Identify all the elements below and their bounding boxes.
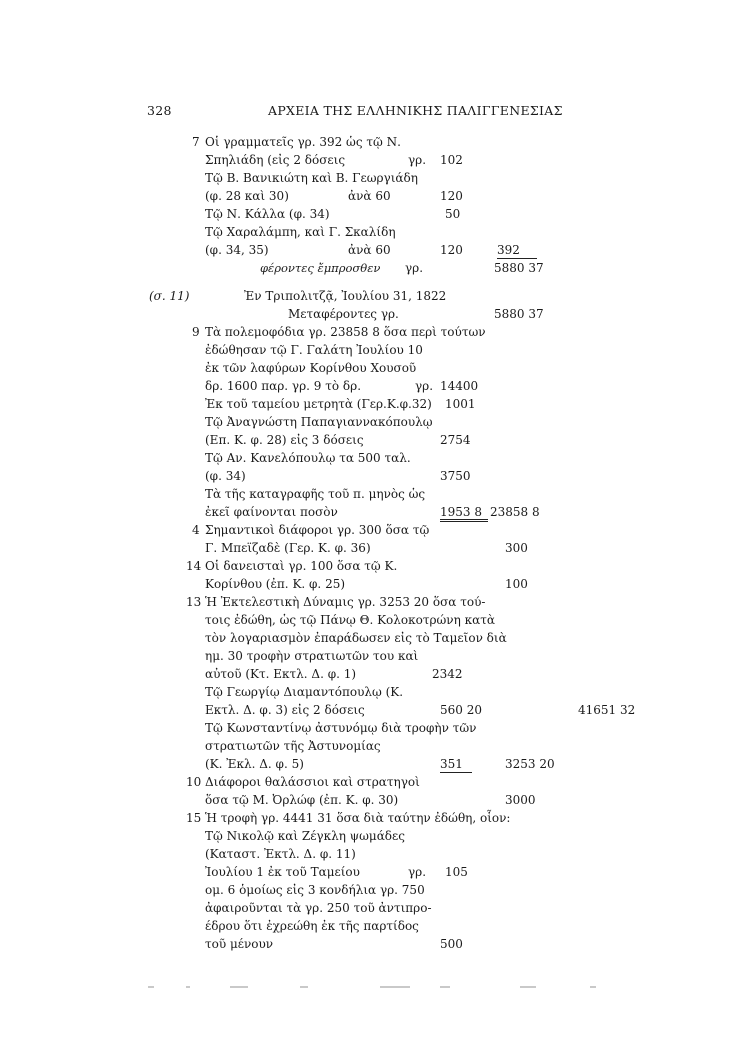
entry-number: 15 xyxy=(186,811,202,825)
dateline: Ἐν Τριπολιτζᾷ, Ἰουλίου 31, 1822 xyxy=(244,289,447,303)
scan-mark xyxy=(440,986,450,988)
amount: 2754 xyxy=(440,433,471,447)
entry-line: Τὰ τῆς καταγραφῆς τοῦ π. μηνὸς ὡς xyxy=(205,487,426,501)
carried-forward-total: 5880 37 xyxy=(494,261,544,275)
entry-line: Τῷ Νικολῷ καὶ Ζέγκλη ψωμάδες xyxy=(205,829,405,843)
entry-number: 9 xyxy=(192,325,200,339)
entry-line: Τῷ Ν. Κάλλα (φ. 34) xyxy=(205,207,330,221)
entry-line: Ἡ τροφὴ γρ. 4441 31 ὅσα διὰ ταύτην ἐδώθη, οἷον: xyxy=(205,811,511,825)
entry-line: έδρου ὅτι ἐχρεώθη ἐκ τῆς παρτίδος xyxy=(205,919,419,933)
amount: 2342 xyxy=(432,667,463,681)
amount: 1953 8 xyxy=(440,505,488,522)
carried-label: Μεταφέροντες γρ. xyxy=(288,307,399,321)
amount: 120 xyxy=(440,189,463,203)
scan-mark xyxy=(230,986,248,988)
entry-line: Τῷ Γεωργίῳ Διαμαντόπουλῳ (Κ. xyxy=(205,685,404,699)
entry-line: ἀφαιροῦνται τὰ γρ. 250 τοῦ ἀντιπρο- xyxy=(205,901,432,915)
entry-number: 13 xyxy=(186,595,202,609)
entry-line: Τὰ πολεμοφόδια γρ. 23858 8 ὅσα περὶ τούτων xyxy=(205,325,486,339)
entry-number: 14 xyxy=(186,559,202,573)
entry-line: Γ. Μπεϊζαδὲ (Γερ. Κ. φ. 36) xyxy=(205,541,371,555)
entry-line: Τῷ Ἀναγνώστη Παπαγιαννακόπουλῳ xyxy=(205,415,433,429)
scan-mark xyxy=(148,986,154,988)
entry-line: Τῷ Κωνσταντίνῳ ἀστυνόμῳ διὰ τροφὴν τῶν xyxy=(205,721,477,735)
subtotal: 3253 20 xyxy=(505,757,555,771)
carried-amount: 5880 37 xyxy=(494,307,544,321)
entry-number: 10 xyxy=(186,775,202,789)
entry-line: Σημαντικοὶ διάφοροι γρ. 300 ὅσα τῷ xyxy=(205,523,430,537)
grand-total: 41651 32 xyxy=(578,703,636,717)
scan-mark xyxy=(300,986,308,988)
entry-number: 7 xyxy=(192,135,200,149)
per-each: ἀνὰ 60 xyxy=(348,243,391,257)
amount: 351 xyxy=(440,757,472,773)
entry-line: δρ. 1600 παρ. γρ. 9 τὸ δρ. xyxy=(205,379,362,393)
entry-line: Εκτλ. Δ. φ. 3) εἰς 2 δόσεις xyxy=(205,703,365,717)
currency-unit: γρ. xyxy=(408,153,427,167)
currency-unit: γρ. xyxy=(405,261,424,275)
amount: 1001 xyxy=(445,397,476,411)
entry-line: (Επ. Κ. φ. 28) εἰς 3 δόσεις xyxy=(205,433,364,447)
currency-unit: γρ. xyxy=(415,379,434,393)
amount: 105 xyxy=(445,865,468,879)
per-each: ἀνὰ 60 xyxy=(348,189,391,203)
scan-mark xyxy=(520,986,536,988)
entry-line: ἐκεῖ φαίνονται ποσὸν xyxy=(205,505,338,519)
entry-line: Οἱ δανεισταὶ γρ. 100 ὅσα τῷ Κ. xyxy=(205,559,398,573)
amount: 14400 xyxy=(440,379,479,393)
subtotal: 23858 8 xyxy=(490,505,540,519)
entry-line: τοις ἐδώθη, ὡς τῷ Πάνῳ Θ. Κολοκοτρώνη κατὰ xyxy=(205,613,495,627)
entry-line: Διάφοροι θαλάσσιοι καὶ στρατηγοὶ xyxy=(205,775,420,789)
scan-mark xyxy=(590,986,596,988)
amount: 500 xyxy=(440,937,463,951)
running-title: ΑΡΧΕΙΑ ΤΗΣ ΕΛΛΗΝΙΚΗΣ ΠΑΛΙΓΓΕΝΕΣΙΑΣ xyxy=(268,103,563,118)
entry-line: ημ. 30 τροφὴν στρατιωτῶν του καὶ xyxy=(205,649,419,663)
entry-line: τὸν λογαριασμὸν ἐπαράδωσεν εἰς τὸ Ταμεῖον διὰ xyxy=(205,631,507,645)
subtotal: 100 xyxy=(505,577,528,591)
entry-line: ομ. 6 ὁμοίως εἰς 3 κονδήλια γρ. 750 xyxy=(205,883,425,897)
entry-line: Ἰουλίου 1 ἐκ τοῦ Ταμείου xyxy=(205,865,360,879)
amount: 120 xyxy=(440,243,463,257)
entry-line: ἐκ τῶν λαφύρων Κορίνθου Χουσοῦ xyxy=(205,361,417,375)
entry-line: Τῷ Β. Βανικιώτη καὶ Β. Γεωργιάδη xyxy=(205,171,418,185)
entry-line: (φ. 28 καὶ 30) xyxy=(205,189,289,203)
entry-line: (φ. 34) xyxy=(205,469,246,483)
subtotal: 300 xyxy=(505,541,528,555)
entry-line: Οἱ γραμματεῖς γρ. 392 ὡς τῷ Ν. xyxy=(205,135,401,149)
entry-line: Τῷ Αν. Κανελόπουλῳ τα 500 ταλ. xyxy=(205,451,411,465)
entry-line: ἐδώθησαν τῷ Γ. Γαλάτη Ἰουλίου 10 xyxy=(205,343,423,357)
carried-forward-label: φέροντες ἔμπροσθεν xyxy=(260,261,381,275)
amount: 50 xyxy=(445,207,461,221)
page-number: 328 xyxy=(147,103,172,118)
entry-number: 4 xyxy=(192,523,200,537)
amount: 102 xyxy=(440,153,463,167)
entry-line: Ἐκ τοῦ ταμείου μετρητὰ (Γερ.Κ.φ.32) xyxy=(205,397,432,411)
entry-line: (φ. 34, 35) xyxy=(205,243,269,257)
entry-line: Σπηλιάδη (εἰς 2 δόσεις xyxy=(205,153,346,167)
entry-line: τοῦ μένουν xyxy=(205,937,274,951)
entry-line: (Κ. Ἐκλ. Δ. φ. 5) xyxy=(205,757,304,771)
entry-line: ὅσα τῷ Μ. Ὀρλώφ (ἐπ. Κ. φ. 30) xyxy=(205,793,399,807)
entry-line: στρατιωτῶν τῆς Ἀστυνομίας xyxy=(205,739,381,753)
scan-mark xyxy=(186,986,190,988)
entry-line: (Καταστ. Ἐκτλ. Δ. φ. 11) xyxy=(205,847,356,861)
currency-unit: γρ. xyxy=(408,865,427,879)
subtotal: 3000 xyxy=(505,793,536,807)
entry-line: Κορίνθου (ἐπ. Κ. φ. 25) xyxy=(205,577,346,591)
entry-line: Ἡ Ἐκτελεστικὴ Δύναμις γρ. 3253 20 ὅσα τού- xyxy=(205,595,486,609)
entry-line: αὐτοῦ (Κτ. Εκτλ. Δ. φ. 1) xyxy=(205,667,357,681)
scan-mark xyxy=(380,986,410,988)
source-reference: (σ. 11) xyxy=(149,289,190,303)
amount: 560 20 xyxy=(440,703,482,717)
subtotal: 392 xyxy=(497,243,537,259)
entry-line: Τῷ Χαραλάμπη, καὶ Γ. Σκαλίδη xyxy=(205,225,396,239)
amount: 3750 xyxy=(440,469,471,483)
